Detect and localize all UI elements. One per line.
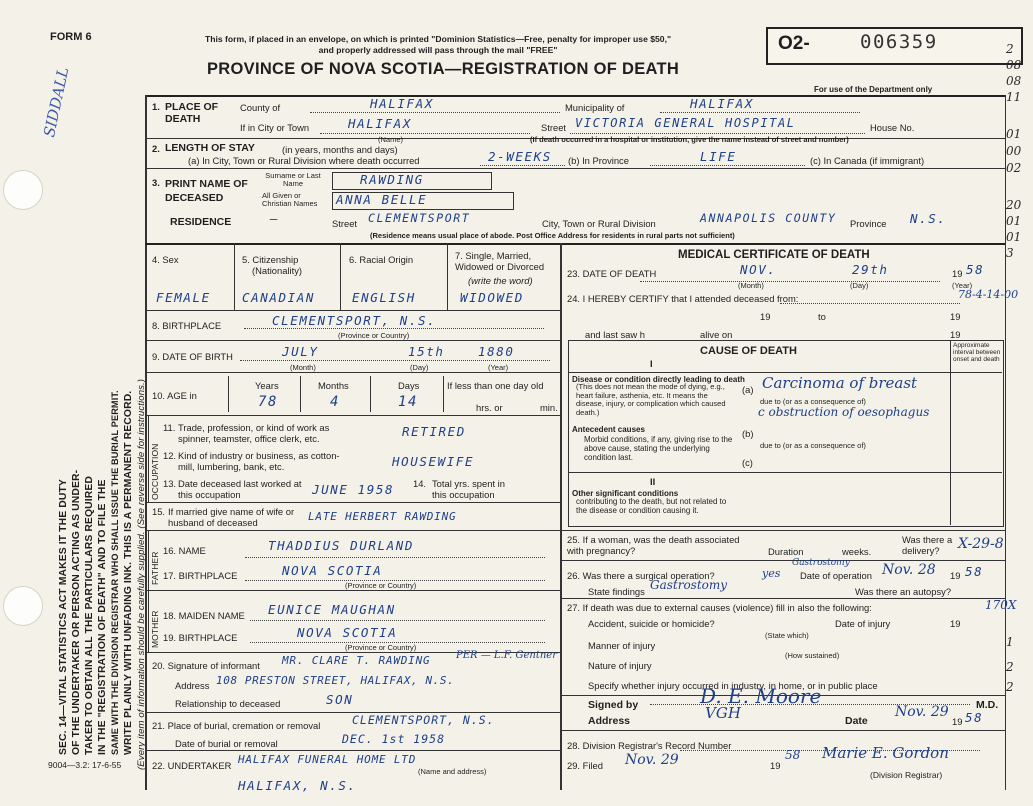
stay-city-value: 2-WEEKS xyxy=(488,149,552,164)
filed-year-prefix: 19 xyxy=(770,760,781,771)
physician-address-label: Address xyxy=(588,715,631,727)
relationship-value: SON xyxy=(326,692,354,707)
street-value: VICTORIA GENERAL HOSPITAL xyxy=(575,116,796,130)
registration-prefix: O2- xyxy=(778,33,810,54)
age-months-label: Months xyxy=(318,380,349,391)
pregnancy-note: X-29-8 xyxy=(958,536,1004,552)
margin-note-line: WRITE PLAINLY WITH UNFADING INK. THIS IS A PERMANENT RECORD. xyxy=(123,390,134,755)
industry-value: HOUSEWIFE xyxy=(392,454,475,469)
death-year-sub: (Year) xyxy=(952,281,973,290)
operation-year-value: 58 xyxy=(965,564,984,579)
father-birthplace-sub: (Province or Country) xyxy=(345,581,417,590)
item-number: 1. xyxy=(152,101,160,112)
filed-value: Nov. 29 xyxy=(625,752,679,768)
municipality-value: HALIFAX xyxy=(690,96,754,111)
last-saw-label: and last saw h xyxy=(585,329,645,340)
death-year-prefix: 19 xyxy=(952,268,963,279)
residence-label: RESIDENCE xyxy=(170,216,232,228)
given-names-label: All Given or Christian Names xyxy=(262,191,318,208)
operation-value: yes xyxy=(762,567,781,580)
alive-on-label: alive on xyxy=(700,329,733,340)
how-sustained-sub: (How sustained) xyxy=(785,651,840,660)
place-of-death-label: PLACE OF DEATH xyxy=(165,101,219,125)
trade-value: RETIRED xyxy=(402,424,466,439)
age-years-label: Years xyxy=(255,380,279,391)
code-mark: 02 xyxy=(1006,161,1022,175)
operation-year-prefix: 19 xyxy=(950,570,961,581)
external-causes-note: 170X xyxy=(985,598,1017,612)
accident-label: Accident, suicide or homicide? xyxy=(588,618,715,629)
manner-label: Manner of injury xyxy=(588,640,656,651)
informant-per: PER — L.F. Gentner xyxy=(456,650,557,661)
residence-street-value: CLEMENTSPORT xyxy=(368,211,471,225)
margin-note-line: IN THE "REGISTRATION OF DEATH" AND TO FILE THE xyxy=(97,479,108,755)
marital-status-value: WIDOWED xyxy=(460,290,524,305)
undertaker-city-value: HALIFAX, N.S. xyxy=(238,778,357,793)
due-to-label: due to (or as a consequence of) xyxy=(760,441,866,450)
mother-maiden-value: EUNICE MAUGHAN xyxy=(268,602,396,617)
age-days-value: 14 xyxy=(398,394,419,410)
punch-hole xyxy=(3,586,43,626)
physician-signature: D. E. Moore xyxy=(700,684,822,708)
spouse-value: LATE HERBERT RAWDING xyxy=(308,510,457,523)
cause-a-label: (a) xyxy=(742,384,754,395)
relationship-label: Relationship to deceased xyxy=(175,698,281,709)
birthplace-sub: (Province or Country) xyxy=(338,331,410,340)
residence-street-label: Street xyxy=(332,218,358,229)
findings-label: State findings xyxy=(588,586,645,597)
filed-label: 29. Filed xyxy=(567,760,603,771)
age-less-label: If less than one day old xyxy=(447,380,544,391)
findings-value: Gastrostomy xyxy=(650,578,728,592)
registrar-sub: (Division Registrar) xyxy=(870,770,943,780)
birth-day-sub: (Day) xyxy=(410,363,429,372)
item-number: 3. xyxy=(152,177,160,188)
birth-day-value: 15th xyxy=(408,344,445,359)
death-month-sub: (Month) xyxy=(738,281,764,290)
municipality-label: Municipality of xyxy=(565,102,625,113)
code-mark: 11 xyxy=(1006,90,1022,104)
residence-number: — xyxy=(270,211,280,226)
code-mark: 01 xyxy=(1006,230,1022,244)
margin-note-line: (Every item of information should be carefully supplied. (See reverse side for instructions.) xyxy=(136,378,147,770)
other-conditions-label: Other significant conditions xyxy=(572,489,679,498)
code-mark: 00 xyxy=(1006,144,1022,158)
certify-19: 19 xyxy=(950,329,961,340)
death-year-value: 58 xyxy=(966,262,985,277)
birthplace-label: 8. BIRTHPLACE xyxy=(152,320,222,331)
father-birthplace-value: NOVA SCOTIA xyxy=(282,563,383,578)
nature-label: Nature of injury xyxy=(588,660,652,671)
surname-label: Surname or Last Name xyxy=(265,171,321,188)
mother-birthplace-value: NOVA SCOTIA xyxy=(297,625,398,640)
cause-a-value: Carcinoma of breast xyxy=(762,374,918,392)
code-mark: 2 xyxy=(1006,680,1014,694)
county-value: HALIFAX xyxy=(370,96,434,111)
registrar-signature: Marie E. Gordon xyxy=(822,744,949,762)
stay-canada-label: (c) In Canada (if immigrant) xyxy=(810,155,925,166)
sex-value: FEMALE xyxy=(156,290,211,305)
operation-date-label: Date of operation xyxy=(800,570,872,581)
filed-year-value: 58 xyxy=(785,748,801,762)
item-number: 13. xyxy=(163,478,177,489)
injury-year-prefix: 19 xyxy=(950,618,961,629)
item-number: 15. xyxy=(152,506,166,517)
father-name-value: THADDIUS DURLAND xyxy=(268,538,415,553)
operation-date-value: Nov. 28 xyxy=(882,562,936,578)
direct-cause-label: Disease or condition directly leading to death xyxy=(572,375,745,384)
code-mark: 1 xyxy=(1006,635,1014,649)
age-label: 10. AGE in xyxy=(152,390,197,401)
margin-handwritten-name: SIDDALL xyxy=(40,65,73,139)
code-mark: 08 xyxy=(1006,58,1022,72)
certify-to: to xyxy=(818,311,826,322)
death-day-sub: (Day) xyxy=(850,281,869,290)
given-names-value: ANNA BELLE xyxy=(336,192,428,207)
county-label: County of xyxy=(240,102,281,113)
code-mark: 2 xyxy=(1006,42,1014,56)
burial-date-value: DEC. 1st 1958 xyxy=(342,732,446,746)
code-mark: 20 xyxy=(1006,198,1022,212)
due-to-value: c obstruction of oesophagus xyxy=(758,405,930,419)
state-which-sub: (State which) xyxy=(765,631,809,640)
father-birthplace-label: 17. BIRTHPLACE xyxy=(163,570,238,581)
marital-status-sub: (write the word) xyxy=(468,275,533,286)
length-of-stay-label: LENGTH OF STAY xyxy=(165,142,255,154)
code-mark: 01 xyxy=(1006,127,1022,141)
residence-province-value: N.S. xyxy=(910,211,947,226)
birth-month-sub: (Month) xyxy=(290,363,316,372)
spouse-label: If married give name of wife or husband of deceased xyxy=(168,506,295,528)
birth-year-value: 1880 xyxy=(478,344,515,359)
code-mark: 2 xyxy=(1006,660,1014,674)
burial-date-label: Date of burial or removal xyxy=(175,738,278,749)
marital-status-label: 7. Single, Married, Widowed or Divorced xyxy=(455,250,545,272)
city-value: HALIFAX xyxy=(348,116,412,131)
racial-origin-value: ENGLISH xyxy=(352,290,416,305)
burial-place-value: CLEMENTSPORT, N.S. xyxy=(352,713,495,727)
mother-birthplace-label: 19. BIRTHPLACE xyxy=(163,632,238,643)
citizenship-label: 5. Citizenship xyxy=(242,254,299,265)
item-number: 11. xyxy=(163,422,176,433)
burial-place-label: 21. Place of burial, cremation or removal xyxy=(152,720,321,731)
residence-city-value: ANNAPOLIS COUNTY xyxy=(700,211,837,225)
length-of-stay-sub: (in years, months and days) xyxy=(282,144,398,155)
form-label: FORM 6 xyxy=(50,31,92,43)
father-label: FATHER xyxy=(150,551,160,585)
margin-note-line: SEC. 14—VITAL STATISTICS ACT MAKES IT THE DUTY xyxy=(58,479,69,755)
age-hrs-label: hrs. or xyxy=(476,402,503,413)
city-sublabel: (Name) xyxy=(378,135,404,144)
margin-note-line: TAKER TO OBTAIN ALL THE PARTICULARS REQUIRED xyxy=(84,476,95,755)
code-mark: 01 xyxy=(1006,214,1022,228)
record-number-label: 28. Division Registrar's Record Number xyxy=(567,740,732,751)
undertaker-sub: (Name and address) xyxy=(418,767,487,776)
industry-label: Kind of industry or business, as cotton-mill, lumbering, bank, etc. xyxy=(178,450,340,472)
weeks-label: weeks. xyxy=(842,546,872,557)
residence-province-label: Province xyxy=(850,218,887,229)
other-conditions-note: contributing to the death, but not related to the disease or condition causing it. xyxy=(576,497,727,515)
operation-label: 26. Was there a surgical operation? xyxy=(567,570,715,581)
last-worked-label: Date deceased last worked at this occupation xyxy=(178,478,302,500)
undertaker-label: 22. UNDERTAKER xyxy=(152,760,232,771)
street-label: Street xyxy=(541,122,567,133)
item-number: 12. xyxy=(163,450,177,461)
code-mark: 3 xyxy=(1006,246,1014,260)
date-of-death-label: 23. DATE OF DEATH xyxy=(567,268,657,279)
signed-year-prefix: 19 xyxy=(952,716,963,727)
death-month-value: NOV. xyxy=(740,262,777,277)
informant-value: MR. CLARE T. RAWDING xyxy=(282,654,431,667)
house-label: House No. xyxy=(870,122,915,133)
age-years-value: 78 xyxy=(258,394,279,410)
mother-birthplace-sub: (Province or Country) xyxy=(345,643,417,652)
part-one-label: I xyxy=(650,358,653,369)
form-title: PROVINCE OF NOVA SCOTIA—REGISTRATION OF DEATH xyxy=(207,60,680,78)
injury-date-label: Date of injury xyxy=(835,618,891,629)
cause-b-label: (b) xyxy=(742,428,754,439)
informant-address-label: Address xyxy=(175,680,210,691)
department-use-label: For use of the Department only xyxy=(814,85,933,94)
delivery-label: Was there a delivery? xyxy=(902,534,953,556)
margin-note-line: SAME WITH THE DIVISION REGISTRAR WHO SHALL ISSUE THE BURIAL PERMIT. xyxy=(110,390,120,755)
certify-19: 19 xyxy=(760,311,771,322)
birth-year-sub: (Year) xyxy=(488,363,509,372)
registration-number: 006359 xyxy=(860,31,938,53)
part-two-label: II xyxy=(650,476,656,487)
operation-note: Gastrostomy xyxy=(792,558,850,568)
certify-note: 78-4-14-00 xyxy=(958,288,1019,301)
occupation-label: OCCUPATION xyxy=(150,443,160,500)
physician-address-value: VGH xyxy=(705,704,741,722)
signed-date-value: Nov. 29 xyxy=(895,704,949,720)
md-label: M.D. xyxy=(976,699,999,711)
due-to-label: due to (or as a consequence of) xyxy=(760,397,866,406)
mother-label: MOTHER xyxy=(150,610,160,648)
age-min-label: min. xyxy=(540,402,558,413)
birthplace-value: CLEMENTSPORT, N.S. xyxy=(272,313,437,328)
autopsy-label: Was there an autopsy? xyxy=(855,586,952,597)
citizenship-sub: (Nationality) xyxy=(252,265,303,276)
death-day-value: 29th xyxy=(852,262,889,277)
punch-hole xyxy=(3,170,43,210)
place-note: (If death occurred in a hospital or institution, give the name instead of street and number) xyxy=(530,135,849,144)
residence-city-label: City, Town or Rural Division xyxy=(542,218,656,229)
mother-maiden-label: 18. MAIDEN NAME xyxy=(163,610,245,621)
duration-label: Duration xyxy=(768,546,804,557)
interval-label: Approximate interval between onset and death xyxy=(953,342,1001,363)
citizenship-value: CANADIAN xyxy=(242,290,316,305)
birth-month-value: JULY xyxy=(282,344,319,359)
antecedent-note: Morbid conditions, if any, giving rise to the above cause, stating the underlying condition last. xyxy=(584,435,733,462)
specify-label: Specify whether injury occurred in industry, in home, or in public place xyxy=(588,680,878,691)
stay-province-label: (b) In Province xyxy=(568,155,629,166)
signed-by-label: Signed by xyxy=(588,699,639,711)
date-of-birth-label: 9. DATE OF BIRTH xyxy=(152,351,233,362)
certify-label: 24. I HEREBY CERTIFY that I attended deceased from: xyxy=(567,293,799,304)
direct-cause-note: (This does not mean the mode of dying, e.g., heart failure, asthenia, etc. It means the disease, injury, or complication which caused death.) xyxy=(576,382,726,417)
trade-label: Trade, profession, or kind of work as spinner, teamster, office clerk, etc. xyxy=(178,422,330,444)
father-name-label: 16. NAME xyxy=(163,545,206,556)
informant-address-value: 108 PRESTON STREET, HALIFAX, N.S. xyxy=(216,674,455,687)
city-label: If in City or Town xyxy=(240,122,310,133)
margin-note-line: OF THE UNDERTAKER OR PERSON ACTING AS UNDER- xyxy=(71,469,82,755)
signed-date-label: Date xyxy=(845,715,868,727)
medical-certificate-title: MEDICAL CERTIFICATE OF DEATH xyxy=(678,249,870,261)
age-months-value: 4 xyxy=(330,394,341,410)
informant-label: 20. Signature of informant xyxy=(152,660,260,671)
signed-year-value: 58 xyxy=(965,710,984,725)
last-worked-value: JUNE 1958 xyxy=(312,482,395,497)
code-mark: 08 xyxy=(1006,74,1022,88)
certify-19: 19 xyxy=(950,311,961,322)
form-print-code: 9004—3.2: 17-6-55 xyxy=(48,760,122,770)
stay-province-value: LIFE xyxy=(700,149,737,164)
residence-note: (Residence means usual place of abode. Post Office Address for residents in rural parts not sufficient) xyxy=(370,231,735,240)
antecedent-label: Antecedent causes xyxy=(572,425,645,434)
racial-origin-label: 6. Racial Origin xyxy=(349,254,414,265)
print-name-label: PRINT NAME OF DECEASED xyxy=(165,178,248,204)
sex-label: 4. Sex xyxy=(152,254,179,265)
cause-of-death-title: CAUSE OF DEATH xyxy=(700,345,797,357)
age-days-label: Days xyxy=(398,380,420,391)
years-spent-label: Total yrs. spent in this occupation xyxy=(432,478,505,500)
postal-notice: This form, if placed in an envelope, on which is printed "Dominion Statistics—Free, penalty for improper use $50," and properly addressed will pass through the mail "FREE" xyxy=(204,34,672,55)
pregnancy-label: 25. If a woman, was the death associated with pregnancy? xyxy=(567,534,740,556)
stay-city-label: (a) In City, Town or Rural Division where death occurred xyxy=(188,155,420,166)
item-number: 14. xyxy=(413,478,427,489)
external-causes-label: 27. If death was due to external causes (violence) fill in also the following: xyxy=(567,602,872,613)
item-number: 2. xyxy=(152,143,160,154)
cause-c-label: (c) xyxy=(742,457,753,468)
surname-value: RAWDING xyxy=(360,172,424,187)
undertaker-value: HALIFAX FUNERAL HOME LTD xyxy=(238,753,417,766)
